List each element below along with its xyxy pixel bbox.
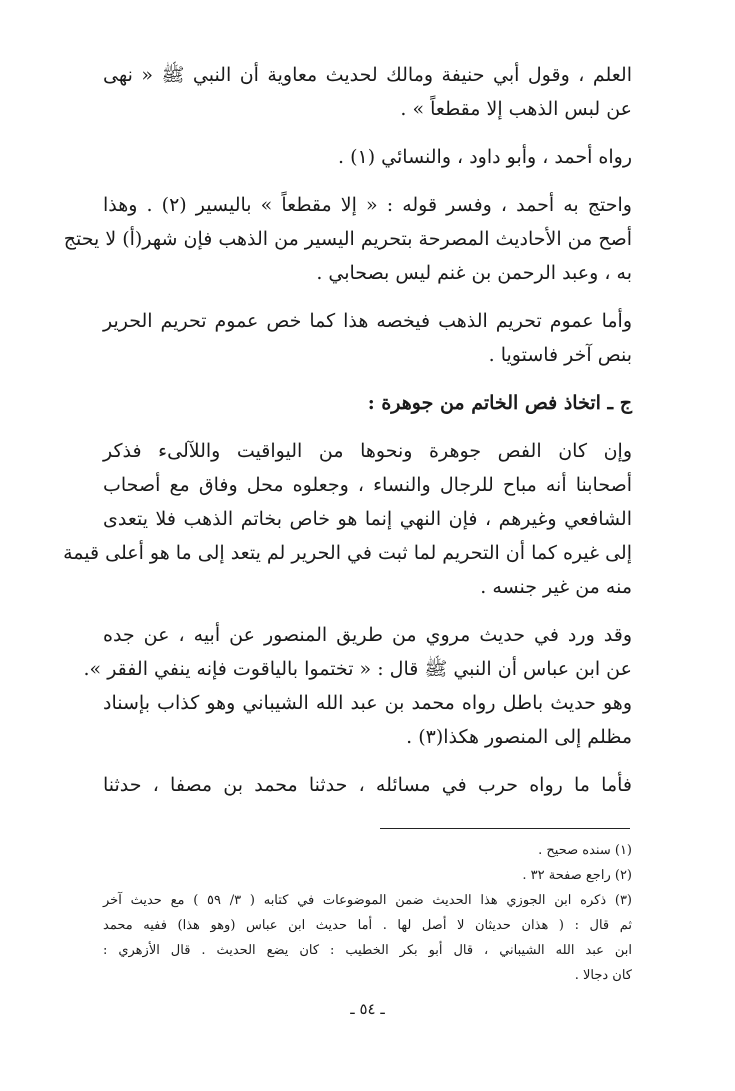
- paragraph: [103, 304, 632, 372]
- text-line: وهو حديث باطل رواه محمد بن عبد الله الشيباني وهو كذاب بإسناد: [103, 692, 632, 714]
- text-line: بنص آخر فاستويا .: [488, 344, 632, 366]
- text-line: به ، وعبد الرحمن بن غنم ليس بصحابي .: [316, 262, 632, 284]
- text-line: عن ابن عباس أن النبي ﷺ قال : « تختموا بالياقوت فإنه ينفي الفقر ».: [83, 658, 632, 680]
- footnotes: [103, 838, 632, 988]
- text-line: وقد ورد في حديث مروي من طريق المنصور عن أبيه ، عن جده: [103, 624, 632, 646]
- heading-text: ج ـ اتخاذ فص الخاتم من جوهرة :: [367, 392, 632, 414]
- footnote: [103, 888, 632, 988]
- footnote: [103, 863, 632, 888]
- text-line: إلى غيره كما أن التحريم لما ثبت في الحرير لم يتعد إلى ما هو أعلى قيمة: [63, 542, 632, 564]
- paragraph: [103, 768, 632, 802]
- footnote-divider: [380, 828, 630, 829]
- paragraph: [63, 188, 632, 290]
- text-line: منه من غير جنسه .: [480, 576, 632, 598]
- text-line: أصحابنا أنه مباح للرجال والنساء ، وجعلوه محل وفاق مع أصحاب: [103, 474, 632, 496]
- text-line: الشافعي وغيرهم ، فإن النهي إنما هو خاص بخاتم الذهب فلا يتعدى: [103, 508, 632, 530]
- text-line: وأما عموم تحريم الذهب فيخصه هذا كما خص عموم تحريم الحرير: [103, 310, 632, 332]
- paragraph: [63, 434, 632, 604]
- page-number: ـ ٥٤ ـ: [350, 1000, 385, 1018]
- footnote-line: (٣) ذكره ابن الجوزي هذا الحديث ضمن الموضوعات في كتابه ( ٣/ ٥٩ ) مع حديث آخر: [103, 893, 632, 908]
- footnote-line: كان دجالا .: [574, 968, 632, 983]
- footnote-line: (١) سنده صحيح .: [538, 843, 632, 858]
- footnote-line: ثم قال : ( هذان حديثان لا أصل لها . أما حديث ابن عباس (وهو هذا) ففيه محمد: [103, 918, 632, 933]
- text-line: واحتج به أحمد ، وفسر قوله : « إلا مقطعاً » باليسير (٢) . وهذا: [103, 194, 632, 216]
- paragraph: [83, 618, 632, 754]
- text-line: العلم ، وقول أبي حنيفة ومالك لحديث معاوية أن النبي ﷺ « نهى: [103, 64, 632, 86]
- main-text: [63, 58, 632, 802]
- text-line: مظلم إلى المنصور هكذا(٣) .: [406, 726, 632, 748]
- text-line: وإن كان الفص جوهرة ونحوها من اليواقيت واللآلىء فذكر: [103, 440, 632, 462]
- text-line: عن لبس الذهب إلا مقطعاً » .: [400, 98, 632, 120]
- footnote: [103, 838, 632, 863]
- text-line: فأما ما رواه حرب في مسائله ، حدثنا محمد بن مصفا ، حدثنا: [103, 774, 632, 796]
- text-line: رواه أحمد ، وأبو داود ، والنسائي (١) .: [337, 146, 632, 168]
- section-heading: [103, 386, 632, 420]
- footnote-line: ابن عبد الله الشيباني ، قال أبو بكر الخطيب : كان يضع الحديث . قال الأزهري :: [103, 943, 632, 958]
- footnote-line: (٢) راجع صفحة ٣٢ .: [522, 868, 632, 883]
- text-line: أصح من الأحاديث المصرحة بتحريم اليسير من الذهب فإن شهر(أ) لا يحتج: [63, 228, 632, 250]
- paragraph: [103, 58, 632, 126]
- paragraph: [103, 140, 632, 174]
